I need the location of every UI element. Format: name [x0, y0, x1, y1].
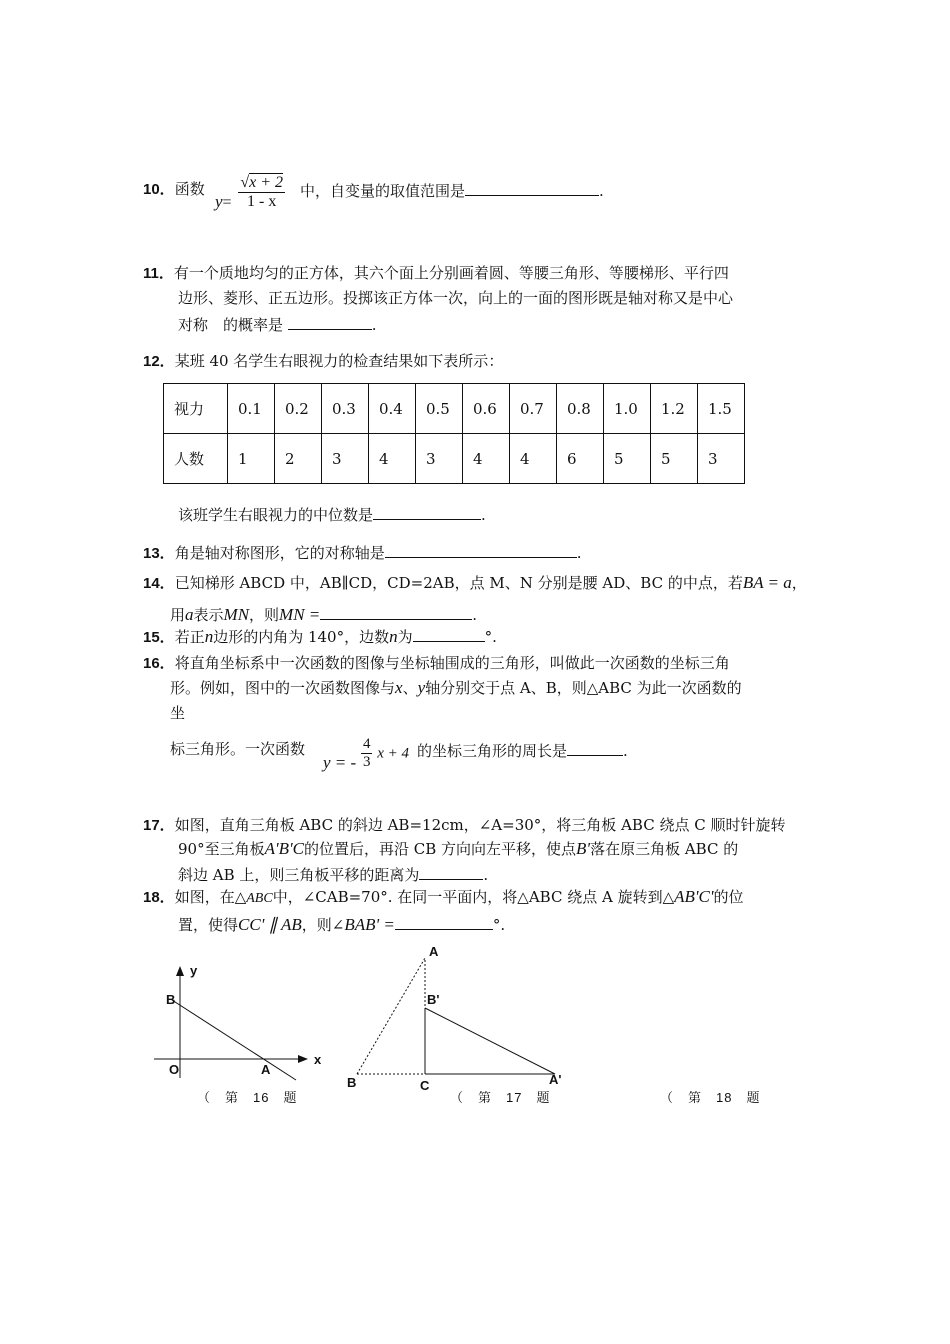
question-text: 的坐标三角形的周长是 [417, 742, 568, 760]
question-text: 若正 [174, 628, 205, 646]
segment-BprimeAprime [425, 1008, 555, 1074]
var-a: a [185, 605, 194, 624]
vector-mn-eq: MN = [279, 605, 321, 624]
answer-blank[interactable] [395, 912, 493, 930]
question-16-line-4b [417, 738, 628, 761]
question-text: 函数 [174, 180, 205, 198]
var-x: x [395, 678, 403, 697]
answer-blank[interactable] [373, 502, 481, 520]
fraction [238, 174, 285, 211]
question-text: 表示 [193, 606, 224, 624]
period: . [623, 742, 628, 760]
question-10 [143, 178, 205, 199]
table-cell: 4 [510, 434, 557, 484]
answer-blank[interactable] [419, 862, 483, 880]
triangle-label: AB'C' [674, 887, 714, 906]
question-text: 某班 40 名学生右眼视力的检查结果如下表所示： [174, 352, 504, 370]
table-cell: 0.2 [275, 384, 322, 434]
fig17-label-A: A [429, 944, 439, 959]
var-n: n [204, 627, 214, 646]
table-cell: 5 [604, 434, 651, 484]
table-cell: 0.4 [369, 384, 416, 434]
table-cell: 0.8 [557, 384, 604, 434]
question-12-after [178, 502, 486, 525]
answer-blank[interactable] [465, 178, 599, 196]
question-number: 14． [143, 575, 175, 592]
question-18 [143, 886, 744, 907]
period: . [576, 544, 582, 562]
question-text: 为 [397, 628, 413, 646]
question-11-line-3 [178, 312, 377, 335]
question-text: ，则 [249, 606, 280, 624]
formula-lhs: y = - [323, 752, 357, 772]
question-text: 落在原三角板 ABC 的 [590, 840, 739, 858]
question-text: 斜边 AB 上，则三角板平移的距离为 [178, 866, 420, 884]
question-16 [143, 652, 730, 673]
equals: = [222, 193, 232, 211]
parallel-expr: CC' ∥ AB [238, 915, 302, 934]
question-number: 18． [143, 889, 175, 906]
question-text: 用 [170, 606, 186, 624]
question-18-line-2 [178, 912, 505, 935]
question-text: 形。例如，图中的一次函数图像与 [170, 679, 396, 697]
triangle-label: ABC [246, 891, 273, 906]
question-17-line-3 [178, 862, 488, 885]
separator: 、 [402, 679, 418, 697]
question-text: 如图，在△ [174, 888, 247, 906]
question-number: 15． [143, 629, 175, 646]
vector-mn: MN [223, 605, 250, 624]
table-cell: 0.7 [510, 384, 557, 434]
var-y: y [215, 191, 223, 211]
period: . [599, 182, 604, 200]
question-text: 90°至三角板 [178, 840, 265, 858]
table-cell: 2 [275, 434, 322, 484]
table-row [164, 384, 745, 434]
comma: ， [791, 574, 807, 592]
denominator: 1 - x [247, 193, 277, 210]
table-cell: 1.5 [698, 384, 745, 434]
answer-blank[interactable] [567, 738, 623, 756]
table-cell: 人数 [164, 434, 228, 484]
table-cell: 视力 [164, 384, 228, 434]
question-text: 中，∠CAB=70°. 在同一平面内，将△ABC 绕点 A 旋转到△ [272, 888, 675, 906]
point-label: B' [576, 839, 591, 858]
question-text: 该班学生右眼视力的中位数是 [178, 506, 374, 524]
table-cell: 3 [322, 434, 369, 484]
question-line-1: 已知梯形 ABCD 中，AB∥CD，CD=2AB，点 M、N 分别是腰 AD、BC 的中点，若 [174, 574, 743, 592]
question-text: 置，使得 [178, 916, 239, 934]
triangle-label: A'B'C [264, 839, 304, 858]
fraction [361, 736, 373, 771]
angle-expr: BAB' = [344, 915, 395, 934]
question-line-1: 如图，直角三角板 ABC 的斜边 AB=12cm，∠A=30°，将三角板 ABC 绕点 C 顺时针旋转 [174, 816, 786, 834]
question-16-line-4 [170, 738, 305, 759]
fig16-label-y: y [190, 963, 198, 978]
table-cell: 4 [463, 434, 510, 484]
answer-blank[interactable] [288, 312, 372, 330]
question-11-line-2: 边形、菱形、正五边形。投掷该正方体一次，向上的一面的图形既是轴对称又是中心 [178, 289, 734, 307]
table-cell: 0.5 [416, 384, 463, 434]
table-cell: 0.6 [463, 384, 510, 434]
period: . [371, 316, 377, 334]
question-12 [143, 350, 503, 371]
q16-formula [323, 736, 409, 771]
table-cell: 5 [651, 434, 698, 484]
x-axis-arrow [298, 1055, 308, 1063]
question-number: 17． [143, 817, 175, 834]
question-text: 中，自变量的取值范围是 [300, 182, 466, 200]
fig16-caption: （ 第 16 题 [197, 1090, 298, 1105]
question-number: 16． [143, 655, 175, 672]
table-row [164, 434, 745, 484]
question-15 [143, 624, 497, 647]
period: . [483, 866, 489, 884]
table-cell: 0.1 [228, 384, 275, 434]
fig16-label-O: O [169, 1062, 180, 1077]
question-text: 角是轴对称图形，它的对称轴是 [174, 544, 385, 562]
question-13 [143, 540, 581, 563]
function-line [172, 1000, 296, 1080]
question-text: 的位置后，再沿 CB 方向向左平移，使点 [303, 840, 577, 858]
fig17-label-C: C [420, 1078, 430, 1093]
table-cell: 0.3 [322, 384, 369, 434]
question-11 [143, 262, 729, 283]
question-14-line-2 [170, 602, 477, 625]
question-16-line-3: 坐 [170, 704, 186, 722]
question-text: 的位 [713, 888, 744, 906]
formula-rhs: x + 4 [377, 745, 410, 762]
y-axis-arrow [176, 966, 184, 976]
question-text: 标三角形。一次函数 [170, 740, 306, 758]
question-number: 12． [143, 353, 175, 370]
question-text: 边形的内角为 140°，边数 [213, 628, 390, 646]
table-cell: 4 [369, 434, 416, 484]
var-y: y [417, 678, 426, 697]
fig17-caption: （ 第 17 题 [450, 1090, 551, 1105]
table-cell: 1 [228, 434, 275, 484]
degree-period: °. [484, 628, 497, 646]
fig16-label-x: x [314, 1052, 322, 1067]
radicand: x + 2 [249, 174, 284, 191]
question-17-line-2 [178, 838, 738, 859]
question-number: 10． [143, 181, 175, 198]
table-cell: 1.2 [651, 384, 698, 434]
q10-formula [215, 174, 285, 211]
segment-BA [357, 958, 425, 1074]
question-line-1: 有一个质地均匀的正方体，其六个面上分别画着圆、等腰三角形、等腰梯形、平行四 [173, 264, 729, 282]
numerator: 4 [362, 736, 371, 752]
answer-blank[interactable] [413, 624, 485, 642]
table-cell: 6 [557, 434, 604, 484]
fig16-label-A: A [261, 1062, 271, 1077]
fig17-label-B: B [347, 1075, 357, 1090]
var-n: n [389, 627, 398, 646]
question-text: 轴分别交于点 A、B，则△ABC 为此一次函数的 [425, 679, 742, 697]
table-cell: 3 [416, 434, 463, 484]
figure-17 [340, 940, 580, 1085]
answer-blank[interactable] [385, 540, 577, 558]
degree-period: °. [492, 916, 506, 934]
numerator: √x + 2 [240, 174, 284, 191]
question-text: ，则∠ [301, 916, 345, 934]
question-17 [143, 814, 785, 835]
period: . [481, 506, 486, 524]
table-cell: 3 [698, 434, 745, 484]
fig17-label-Aprime: A' [549, 1072, 562, 1087]
answer-blank[interactable] [320, 602, 472, 620]
q10-text-b [300, 178, 604, 201]
fig17-label-Bprime: B' [427, 992, 440, 1007]
question-text: 对称 的概率是 [178, 316, 284, 334]
fig16-label-B: B [166, 992, 176, 1007]
vector-ba: BA = a [742, 573, 792, 592]
fig18-caption: （ 第 18 题 [660, 1090, 761, 1105]
table-cell: 1.0 [604, 384, 651, 434]
vision-table [163, 383, 745, 484]
question-14 [143, 572, 807, 593]
question-number: 11． [143, 265, 174, 282]
period: . [472, 606, 478, 624]
question-line-1: 将直角坐标系中一次函数的图像与坐标轴围成的三角形，叫做此一次函数的坐标三角 [174, 654, 730, 672]
denominator: 3 [362, 754, 371, 770]
question-number: 13． [143, 545, 175, 562]
question-16-line-2 [170, 677, 742, 698]
